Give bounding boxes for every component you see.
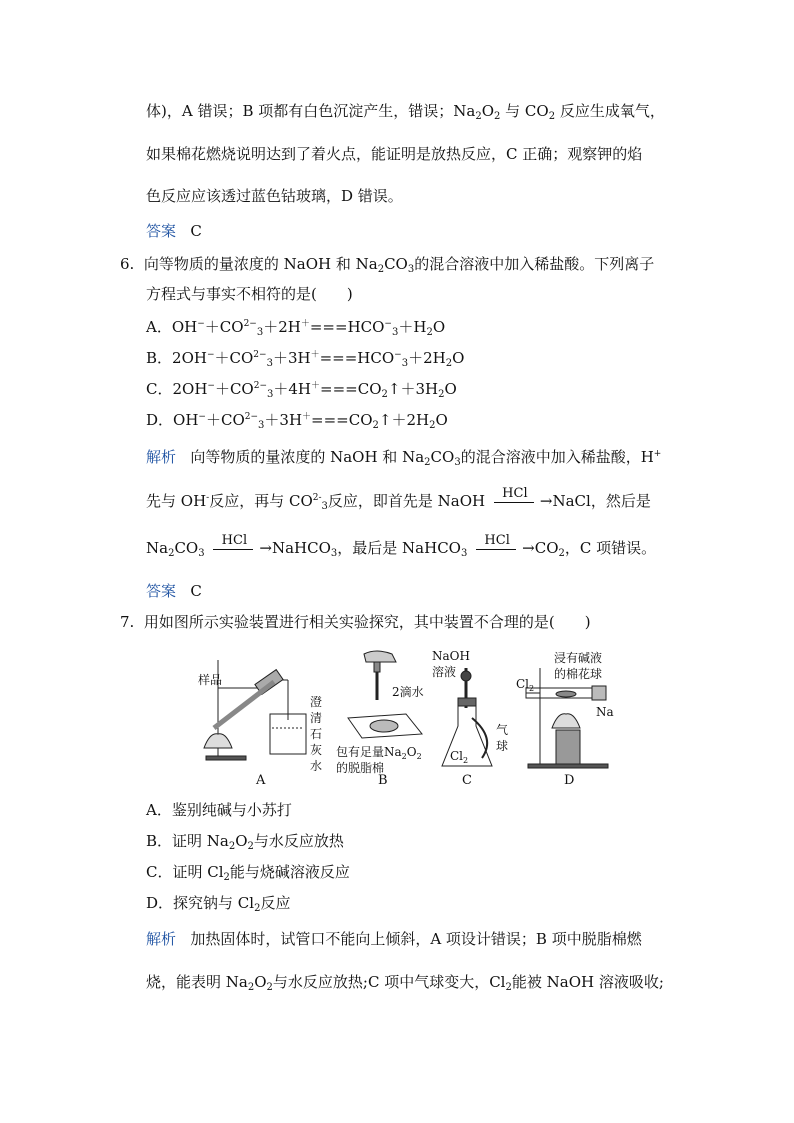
svg-text:球: 球 xyxy=(496,739,509,753)
text-line-3: 色反应应该透过蓝色钴玻璃，D 错误。 xyxy=(146,187,403,205)
svg-text:溶液: 溶液 xyxy=(432,665,457,679)
q6-number: 6. xyxy=(120,255,135,273)
q7-analysis-2: 烧，能表明 $Na_2O_2$与水反应放热;C 项中气球变大，$Cl_2$能被 NaOH 溶液吸收; xyxy=(146,973,664,993)
svg-text:澄: 澄 xyxy=(310,695,323,709)
q6-option-a: A．$OH^-+CO^{2-}_3+2H^+===HCO^-_3+H_2O$ xyxy=(146,318,446,338)
svg-text:清: 清 xyxy=(310,711,323,725)
svg-text:2滴水: 2滴水 xyxy=(392,685,424,699)
apparatus-d xyxy=(516,650,614,788)
q6-stem-2: 方程式与事实不相符的是( ) xyxy=(146,285,353,303)
svg-text:NaOH: NaOH xyxy=(432,649,470,663)
q6-analysis-3: $Na_2CO_3$ HCl →NaHCO$_3$，最后是 NaHCO$_3$ HCl $\to CO_2$，C 项错误。 xyxy=(146,533,657,559)
svg-text:石: 石 xyxy=(310,727,323,741)
apparatus-c xyxy=(432,649,508,788)
svg-text:Cl2: $Cl_2$ xyxy=(450,749,469,765)
svg-text:灰: 灰 xyxy=(310,743,323,757)
label-c: C xyxy=(462,773,472,788)
svg-text:Na: Na xyxy=(596,705,614,719)
text-line-1: 体)，A 错误；B 项都有白色沉淀产生，错误；$Na_2O_2$ 与 $CO_2$ 反应生成氧气， xyxy=(146,102,665,122)
answer-label: 答案 xyxy=(146,222,177,240)
label-b: B xyxy=(378,773,388,788)
q6-stem-1: 6. 向等物质的量浓度的 NaOH 和 $Na_2CO_3$的混合溶液中加入稀盐酸。下列离子 xyxy=(120,255,655,275)
label-d: D xyxy=(564,773,575,788)
q7-option-c: C．证明 $Cl_2$能与烧碱溶液反应 xyxy=(146,863,350,883)
svg-text:浸有碱液: 浸有碱液 xyxy=(554,651,603,665)
analysis-label: 解析 xyxy=(146,930,177,948)
analysis-label: 解析 xyxy=(146,448,177,466)
svg-text:气: 气 xyxy=(496,723,509,737)
q7-option-d: D．探究钠与 $Cl_2$反应 xyxy=(146,894,291,914)
reaction-arrow: HCl xyxy=(209,539,259,559)
q6-option-d: D．$OH^-+CO^{2-}_3+3H^+===CO_2↑+2H_2O$ xyxy=(146,411,448,431)
q6-analysis-1: 解析 向等物质的量浓度的 NaOH 和 $Na_2CO_3$的混合溶液中加入稀盐酸，H+ xyxy=(146,448,662,468)
apparatus-a xyxy=(198,660,322,788)
text-line-2: 如果棉花燃烧说明达到了着火点，能证明是放热反应，C 正确；观察钾的焰 xyxy=(146,145,643,163)
apparatus-figure xyxy=(196,648,616,788)
svg-text:Cl2: $Cl_2$ xyxy=(516,677,535,693)
apparatus-b xyxy=(336,651,424,788)
q6-option-c: C．$2OH^-+CO^{2-}_3+4H^+===CO_2↑+3H_2O$ xyxy=(146,380,457,400)
q7-number: 7. xyxy=(120,613,135,631)
svg-text:的棉花球: 的棉花球 xyxy=(554,667,603,681)
q6-analysis-2: 先与 OH-反应，再与 $CO^{2-}_3$反应，即首先是 NaOH HCl →NaCl，然后是 xyxy=(146,486,651,512)
q7-analysis-1: 解析 加热固体时，试管口不能向上倾斜，A 项设计错误；B 项中脱脂棉燃 xyxy=(146,930,642,948)
label-a: A xyxy=(256,773,266,788)
q5-answer: 答案 C xyxy=(146,222,202,240)
svg-text:的脱脂棉: 的脱脂棉 xyxy=(336,761,385,775)
label-sample: 样品 xyxy=(198,673,223,687)
svg-text:包有足量Na2O2: 包有足量$Na_2O_2$ xyxy=(336,745,422,761)
q7-stem: 7. 用如图所示实验装置进行相关实验探究，其中装置不合理的是( ) xyxy=(120,613,591,631)
reaction-arrow: HCl xyxy=(472,539,522,559)
reaction-arrow: HCl xyxy=(490,492,540,512)
q6-option-b: B．$2OH^-+CO^{2-}_3+3H^+===HCO^-_3+2H_2O$ xyxy=(146,349,465,369)
answer-label: 答案 xyxy=(146,582,177,600)
q7-option-b: B．证明 $Na_2O_2$与水反应放热 xyxy=(146,832,344,852)
svg-text:水: 水 xyxy=(310,759,323,773)
q6-answer: 答案 C xyxy=(146,582,202,600)
q7-option-a: A．鉴别纯碱与小苏打 xyxy=(146,801,292,819)
